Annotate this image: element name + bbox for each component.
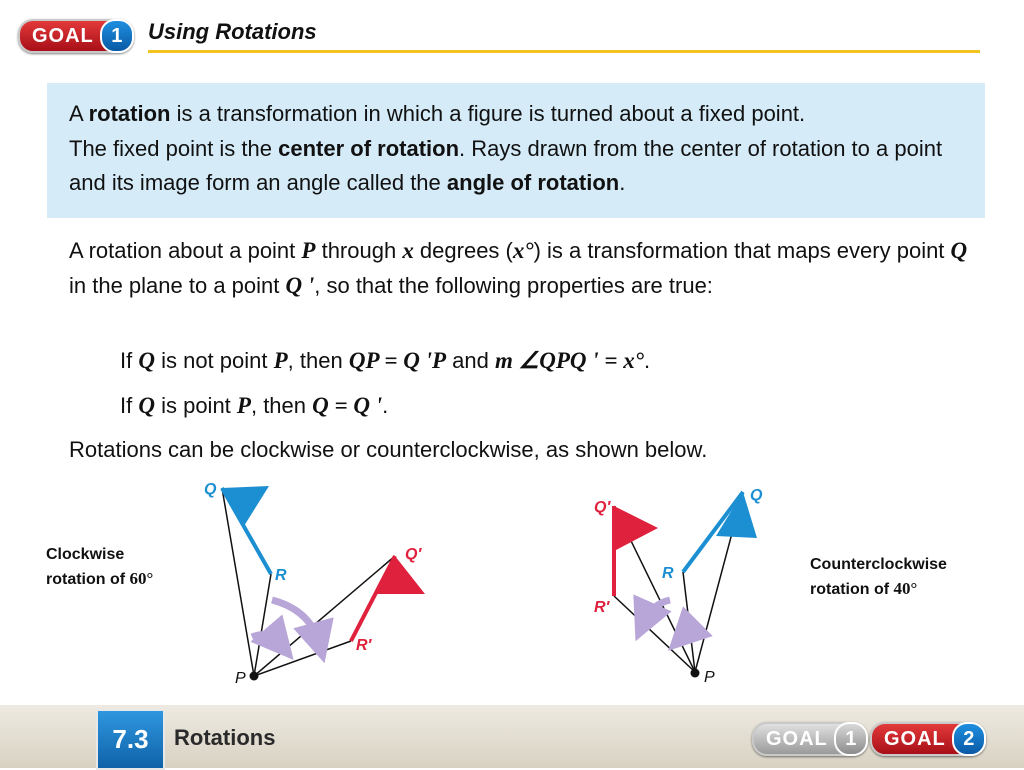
term-rotation: rotation: [88, 101, 171, 126]
rotation-diagrams: [0, 470, 1024, 700]
section-title: Rotations: [174, 725, 276, 750]
goal-badge-number: 1: [100, 19, 134, 53]
counterclockwise-figure: [594, 487, 763, 686]
clockwise-figure: [204, 481, 425, 687]
center-point-p: [250, 672, 259, 681]
rotation-arrow-inner-right: [683, 630, 705, 636]
rotation-arrow-outer: [272, 600, 319, 643]
section-number: 7.3: [96, 709, 165, 770]
footer-goal-2-number: 2: [952, 722, 986, 756]
footer-goal-1-number: 1: [834, 722, 868, 756]
summary-text: Rotations can be clockwise or counterclockwise, as shown below.: [69, 437, 708, 462]
footer-goal-2-button[interactable]: [870, 722, 986, 756]
rotation-arrow-inner: [252, 635, 280, 644]
definition-text: A rotation is a transformation in which a figure is turned about a fixed point. The fixed point is the center of rotation. Rays drawn from the center of rotation to a point and its image form an angle called the angle of rotation.: [69, 101, 943, 195]
goal-badge-word: GOAL: [32, 24, 94, 47]
label-r-prime: R′: [356, 637, 372, 654]
center-point-p-right: [691, 669, 700, 678]
ray-pr-prime: [254, 641, 351, 676]
footer-goal-1-button[interactable]: [752, 722, 868, 756]
condition-not-point-p: If Q is not point P, then QP = Q 'P and m ∠QPQ ' = x°.: [120, 348, 651, 373]
footer-goal-2-word: GOAL: [884, 727, 946, 750]
condition-is-point-p: If Q is point P, then Q = Q '.: [120, 393, 389, 418]
label-r-right: R: [662, 565, 674, 582]
label-r: R: [275, 567, 287, 584]
ray-pr: [254, 574, 271, 676]
label-p: P: [235, 670, 246, 687]
rotation-arrow-outer-right: [644, 600, 670, 622]
label-q: Q: [204, 481, 217, 498]
clockwise-caption: Clockwise rotation of 60°: [46, 546, 154, 588]
label-q-prime-right: Q′: [594, 499, 611, 516]
label-q-prime: Q′: [405, 546, 422, 563]
ray-pr-right: [683, 572, 695, 672]
counterclockwise-caption: Counterclockwise rotation of 40°: [810, 556, 947, 598]
label-p-right: P: [704, 669, 715, 686]
page-title: Using Rotations: [148, 19, 317, 44]
term-angle-of-rotation: angle of rotation: [446, 170, 620, 195]
flag-red-right: [614, 506, 658, 550]
footer-goal-1-word: GOAL: [766, 727, 828, 750]
flag-pole-q-prime-r-prime: [351, 556, 395, 641]
label-q-right: Q: [750, 487, 763, 504]
header-rule: [148, 50, 980, 53]
properties-text: A rotation about a point P through x degrees (x°) is a transformation that maps every point Q in the plane to a point Q ', so that the following properties are true:: [69, 238, 968, 298]
goal-1-badge: [18, 19, 134, 53]
term-center-of-rotation: center of rotation: [278, 135, 460, 161]
label-r-prime-right: R′: [594, 599, 610, 616]
flag-blue: [222, 486, 269, 526]
